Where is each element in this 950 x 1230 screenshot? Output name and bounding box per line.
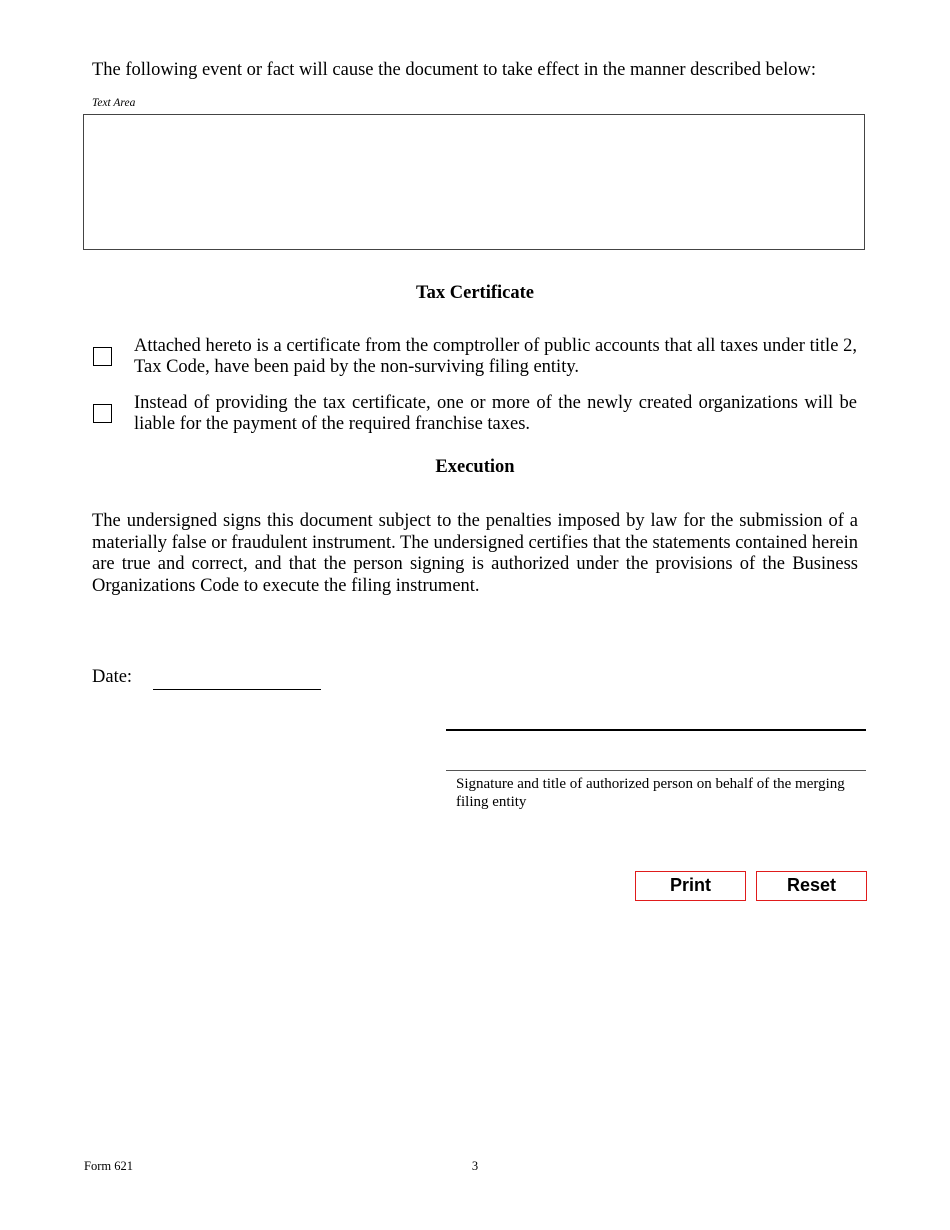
signature-divider [446,770,866,771]
date-label: Date: [92,667,133,687]
date-field[interactable] [153,689,321,690]
signature-caption: Signature and title of authorized person on behalf of the merging filing entity [456,776,845,810]
signature-line[interactable] [446,729,866,731]
effect-text-area[interactable] [83,114,865,250]
form-number: Form 621 [84,1159,133,1173]
franchise-tax-liability-checkbox[interactable] [93,404,112,423]
tax-certificate-attached-checkbox[interactable] [93,347,112,366]
tax-certificate-attached-label: Attached hereto is a certificate from the comptroller of public accounts that all taxes under title 2, Tax Code, have been paid by the non-surviving filing entity. [134,336,857,377]
page-number: 3 [471,1159,479,1173]
execution-text: The undersigned signs this document subject to the penalties imposed by law for the submission of a materially false or fraudulent instrument. The undersigned certifies that the statements contained herein are true and correct, and that the person signing is authorized under the provisions of the Business Organizations Code to execute the filing instrument. [92,511,858,596]
execution-heading: Execution [435,457,515,477]
franchise-tax-liability-label: Instead of providing the tax certificate, one or more of the newly created organizations will be liable for the payment of the required franchise taxes. [134,393,857,434]
print-button[interactable]: Print [635,871,746,901]
text-area-label: Text Area [92,97,136,109]
reset-button[interactable]: Reset [756,871,867,901]
tax-certificate-heading: Tax Certificate [416,283,534,303]
intro-text: The following event or fact will cause the document to take effect in the manner described below: [92,60,816,80]
